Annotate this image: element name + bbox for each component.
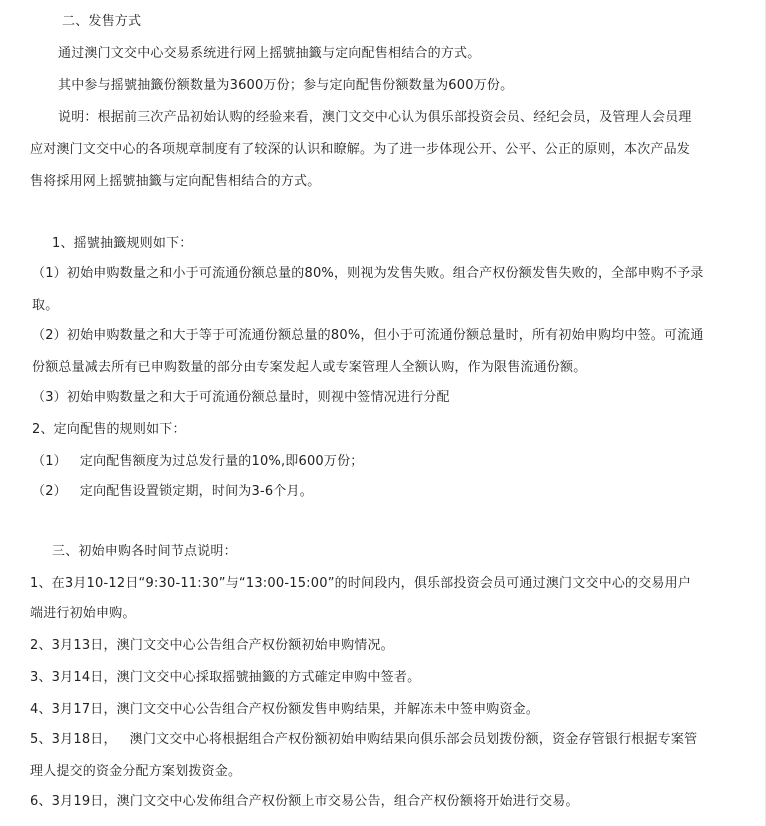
list-item-continuation: 份额总量减去所有已申购数量的部分由专案发起人或专案管理人全额认购，作为限售流通份额。 bbox=[32, 360, 587, 375]
timeline-item: 6、3月19日，澳门文交中心发佈组合产权份额上市交易公告，组合产权份额将开始进行交易。 bbox=[30, 794, 579, 809]
timeline-item: 3、3月14日，澳门文交中心採取摇號抽籤的方式確定申购中签者。 bbox=[30, 670, 421, 685]
timeline-item: 1、在3月10-12日“9:30-11:30”与“13:00-15:00”的时间段内，俱乐部投资会员可通过澳门文交中心的交易用户 bbox=[30, 576, 692, 591]
paragraph: 通过澳门文交中心交易系统进行网上摇號抽籤与定向配售相结合的方式。 bbox=[58, 46, 481, 61]
paragraph: 说明：根据前三次产品初始认购的经验来看，澳门文交中心认为俱乐部投资会员、经纪会员，及管理人会员理 bbox=[58, 110, 692, 125]
list-item: （1） 定向配售额度为过总发行量的10%,即600万份； bbox=[32, 454, 364, 469]
subheading-lottery-rules: 1、摇號抽籤规则如下： bbox=[52, 236, 193, 251]
list-item: （3）初始申购数量之和大于可流通份额总量时，则视中签情况进行分配 bbox=[32, 390, 450, 405]
list-item: （1）初始申购数量之和小于可流通份额总量的80%，则视为发售失败。组合产权份额发售失败的，全部申购不予录 bbox=[32, 266, 704, 281]
paragraph-continuation: 应对澳门文交中心的各项规章制度有了较深的认识和瞭解。为了进一步体现公开、公平、公正的原则，本次产品发 bbox=[30, 142, 691, 157]
list-item: （2） 定向配售设置锁定期，时间为3-6个月。 bbox=[32, 484, 313, 499]
paragraph-continuation: 售将採用网上摇號抽籤与定向配售相结合的方式。 bbox=[30, 174, 321, 189]
section-heading-sale-method: 二、发售方式 bbox=[62, 14, 142, 29]
list-item-continuation: 取。 bbox=[32, 298, 59, 313]
subheading-placement-rules: 2、定向配售的规则如下： bbox=[32, 422, 186, 437]
paragraph: 其中参与摇號抽籤份额数量为3600万份；参与定向配售份额数量为600万份。 bbox=[58, 78, 514, 93]
timeline-item: 2、3月13日，澳门文交中心公告组合产权份额初始申购情况。 bbox=[30, 638, 394, 653]
timeline-item-continuation: 理人提交的资金分配方案划拨资金。 bbox=[30, 764, 242, 779]
timeline-item: 5、3月18日， 澳门文交中心将根据组合产权份额初始申购结果向俱乐部会员划拨份额，资金存管银行根据专案管 bbox=[30, 732, 698, 747]
list-item: （2）初始申购数量之和大于等于可流通份额总量的80%，但小于可流通份额总量时，所有初始申购均中签。可流通 bbox=[32, 328, 704, 343]
timeline-item-continuation: 端进行初始申购。 bbox=[30, 606, 136, 621]
section-heading-timeline: 三、初始申购各时间节点说明： bbox=[52, 544, 237, 559]
timeline-item: 4、3月17日，澳门文交中心公告组合产权份额发售申购结果，并解冻未中签申购资金。 bbox=[30, 702, 540, 717]
